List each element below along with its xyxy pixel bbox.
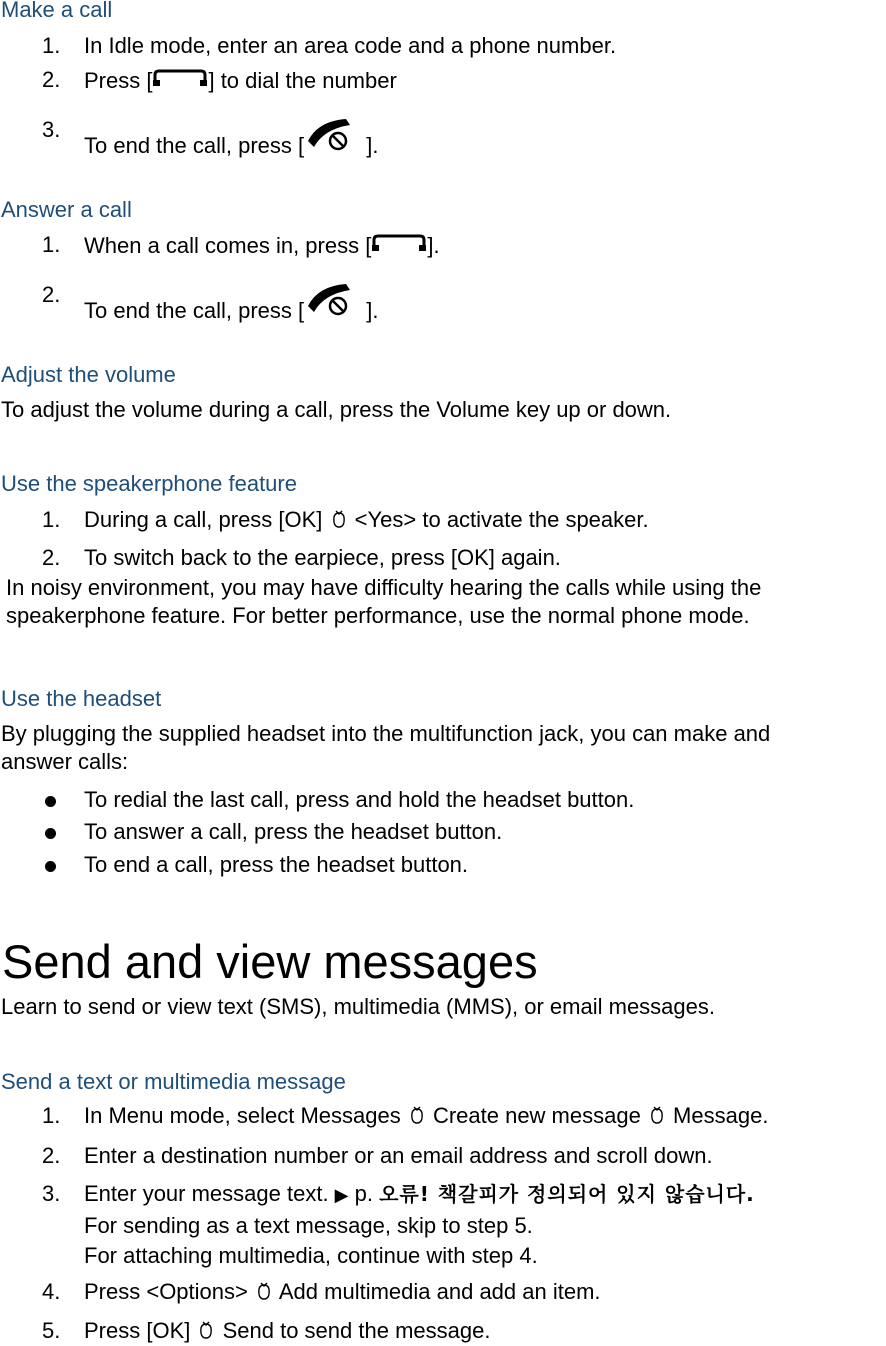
bullet-dot [45,826,56,844]
section-heading-make-call: Make a call [1,0,113,22]
step-text: During a call, press [OK] <Yes> to activate the speaker. [84,507,649,532]
body-text: By plugging the supplied headset into the multifunction jack, you can make and [1,721,771,746]
list-item: To answer a call, press the headset button. [84,819,503,844]
step-number: 1. [42,33,61,58]
section-heading-send-message: Send a text or multimedia message [1,1069,346,1094]
page-title: Send and view messages [2,935,538,988]
body-text: To adjust the volume during a call, press the Volume key up or down. [1,397,672,422]
note-text: In noisy environment, you may have difficulty hearing the calls while using the [6,575,762,600]
step-number: 2. [42,545,61,570]
step-number: 2. [42,67,61,92]
pointer-icon [331,509,347,529]
list-item: To redial the last call, press and hold the headset button. [84,787,635,812]
end-key-icon [304,117,360,161]
section-heading-headset: Use the headset [1,686,162,711]
step-number: 1. [42,232,61,257]
step-text: Press [OK] Send to send the message. [84,1318,491,1343]
step-number: 2. [42,282,61,307]
step-text: Press [ ] to dial the number [84,68,397,93]
step-text: Press <Options> Add multimedia and add an item. [84,1279,601,1304]
step-text: In Menu mode, select Messages Create new message Message. [84,1103,769,1128]
pointer-icon [256,1281,272,1301]
send-key-icon [371,232,427,250]
step-number: 4. [42,1279,61,1304]
pointer-icon [649,1105,665,1125]
end-key-icon [304,282,360,326]
pointer-icon [409,1105,425,1125]
step-text: When a call comes in, press [ ]. [84,233,440,258]
section-heading-volume: Adjust the volume [1,362,176,387]
pointer-icon [198,1320,214,1340]
bullet-dot [45,794,56,812]
list-item: To end a call, press the headset button. [84,852,469,877]
bullet-dot [45,859,56,877]
arrow-right-icon: ▶ [334,1185,349,1205]
step-text: To end the call, press [ ]. [84,282,378,326]
step-number: 5. [42,1318,61,1343]
send-key-icon [152,67,208,85]
note-text: speakerphone feature. For better performance, use the normal phone mode. [6,603,750,628]
broken-reference-text: 오류! 책갈피가 정의되어 있지 않습니다. [379,1182,755,1206]
step-number: 3. [42,1181,61,1206]
step-text: Enter your message text. ▶ p. 오류! 책갈피가 정의되어 있지 않습니다. [84,1181,755,1206]
step-text: In Idle mode, enter an area code and a phone number. [84,33,617,58]
step-text: To switch back to the earpiece, press [OK] again. [84,545,561,570]
step-number: 3. [42,117,61,142]
body-text: Learn to send or view text (SMS), multimedia (MMS), or email messages. [1,994,716,1019]
step-number: 1. [42,1103,61,1128]
step-text: To end the call, press [ ]. [84,117,378,161]
section-heading-speakerphone: Use the speakerphone feature [1,471,297,496]
step-number: 2. [42,1143,61,1168]
step-text: Enter a destination number or an email address and scroll down. [84,1143,713,1168]
step-number: 1. [42,507,61,532]
body-text: answer calls: [1,749,129,774]
section-heading-answer-call: Answer a call [1,197,132,222]
step-text: For attaching multimedia, continue with step 4. [84,1243,538,1268]
step-text: For sending as a text message, skip to step 5. [84,1213,533,1238]
